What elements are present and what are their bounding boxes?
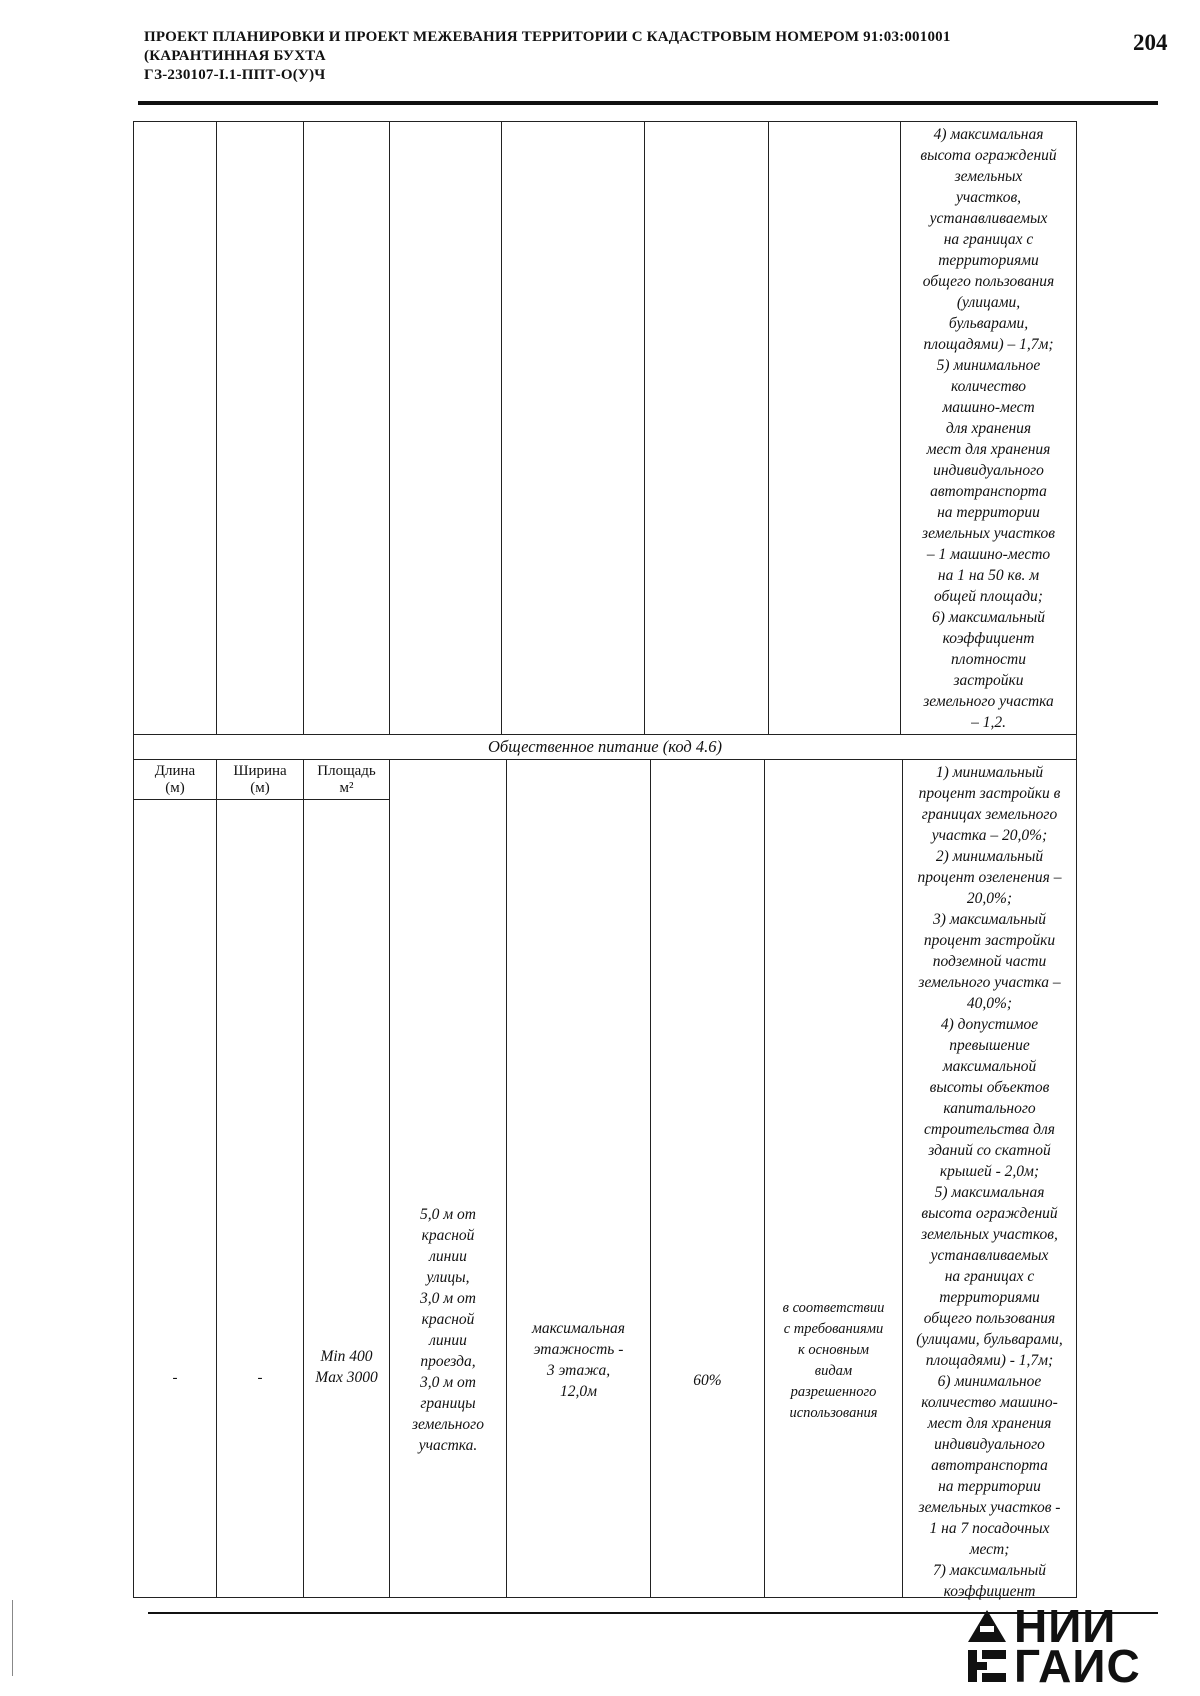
col-divider xyxy=(389,121,390,734)
row-divider xyxy=(133,759,1077,760)
col-divider xyxy=(501,121,502,734)
row-divider xyxy=(133,734,1077,735)
col-divider xyxy=(506,759,507,1598)
table-top-border xyxy=(133,121,1077,122)
col-divider xyxy=(768,121,769,734)
col-divider xyxy=(303,121,304,734)
header-code: ГЗ-230107-I.1-ППТ-О(У)Ч xyxy=(144,67,326,83)
col-divider xyxy=(303,759,304,1598)
col-divider xyxy=(216,121,217,734)
scan-edge-mark xyxy=(12,1600,13,1676)
area-value: Min 400 Max 3000 xyxy=(315,1348,378,1386)
logo-bottom-icon xyxy=(966,1648,1008,1684)
col-divider xyxy=(650,759,651,1598)
width-value: - xyxy=(257,1370,263,1386)
top-params-cell: 4) максимальная высота ограждений земельных участков, устанавливаемых на границах с территориями общего пользования (улицами, бульварами, площадями) – 1,7м; 5) минимальное количество машино-мест для хранения мест для хранения индивидуального автотранспорта на территории земельных участков – 1 машино-место на 1 на 50 кв. м общей площади; 6) максимальный коэффициент плотности застройки земельного участка – 1,2. xyxy=(920,126,1057,731)
logo-line2: ГАИС xyxy=(1014,1640,1141,1692)
section-title: Общественное питание (код 4.6) xyxy=(488,737,722,756)
height-value: максимальная этажность - 3 этажа, 12,0м xyxy=(531,1320,626,1400)
company-logo xyxy=(966,1600,1160,1692)
page-number: 204 xyxy=(1133,30,1168,55)
length-header: Длина (м) xyxy=(154,763,196,796)
header-subtitle: (КАРАНТИННАЯ БУХТА xyxy=(144,48,326,64)
header-rule xyxy=(138,101,1158,105)
col-divider xyxy=(764,759,765,1598)
logo-line1: НИИ xyxy=(1014,1600,1117,1652)
coverage-value: 60% xyxy=(693,1372,722,1389)
logo-top-icon xyxy=(966,1608,1008,1644)
width-header: Ширина (м) xyxy=(233,763,287,796)
params-value: 1) минимальный процент застройки в границах земельного участка – 20,0%; 2) минимальный процент озеленения – 20,0%; 3) максимальный процент застройки подземной части земельного участка – 40,0%; 4) допустимое превышение максимальной высоты объектов капитального строительства для зданий со скатной крышей - 2,0м; 5) максимальная высота ограждений земельных участков, устанавливаемых на границах с территориями общего пользования (улицами, бульварами, площадями) - 1,7м; 6) минимальное количество машино- мест для хранения индивидуального автотранспорта на территории земельных участков - 1 на 7 посадочных мест; 7) максимальный коэффициент xyxy=(916,764,1063,1600)
length-value: - xyxy=(172,1370,178,1386)
accordance-value: в соответствии с требованиями к основным видам разрешенного использования xyxy=(782,1300,885,1421)
col-divider xyxy=(389,759,390,1598)
area-header: Площадь м² xyxy=(317,763,376,796)
col-divider xyxy=(216,759,217,1598)
col-divider xyxy=(644,121,645,734)
subheader-divider xyxy=(133,799,389,800)
table-right-border xyxy=(1076,121,1077,1598)
document-header xyxy=(144,28,1074,85)
header-title: ПРОЕКТ ПЛАНИРОВКИ И ПРОЕКТ МЕЖЕВАНИЯ ТЕРРИТОРИИ С КАДАСТРОВЫМ НОМЕРОМ 91:03:001001 xyxy=(144,29,951,45)
setback-value: 5,0 м от красной линии улицы, 3,0 м от красной линии проезда, 3,0 м от границы земельного участка. xyxy=(412,1206,484,1454)
